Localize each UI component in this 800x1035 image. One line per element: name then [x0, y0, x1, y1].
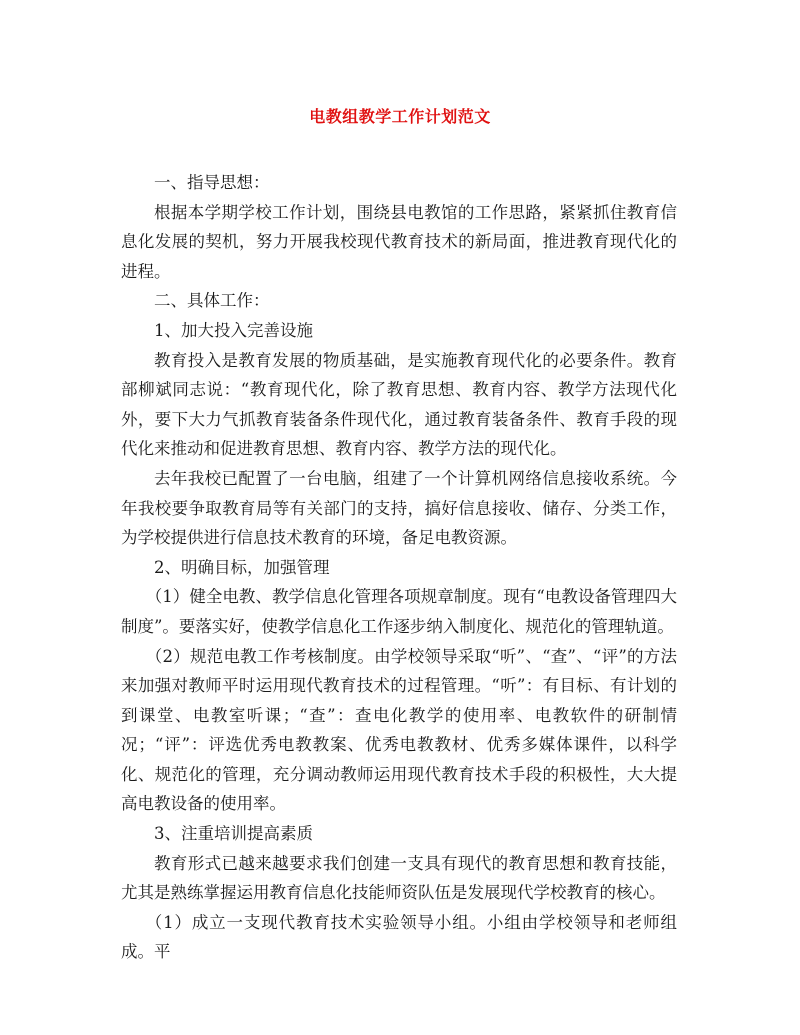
document-body — [121, 168, 677, 967]
subheading-goals: 2、明确目标，加强管理 — [154, 557, 330, 577]
list-item-paragraph: （1）成立一支现代教育技术实验领导小组。小组由学校领导和老师组成。平 — [121, 912, 677, 962]
list-item-paragraph: （2）规范电教工作考核制度。由学校领导采取“听”、“查”、“评”的方法来加强对教师平时运用现代教育技术的过程管理。“听”：有目标、有计划的到课堂、电教室听课；“查”：查电化教学的使用率、电教软件的研制情况；“评”：评选优秀电教教案、优秀电教教材、优秀多媒体课件，以科学化、规范化的管理，充分调动教师运用现代教育技术手段的积极性，大大提高电教设备的使用率。 — [121, 646, 677, 814]
subheading-investment: 1、加大投入完善设施 — [154, 320, 313, 340]
subheading-training: 3、注重培训提高素质 — [154, 824, 313, 844]
body-paragraph: 教育投入是教育发展的物质基础，是实施教育现代化的必要条件。教育部柳斌同志说：“教育现代化，除了教育思想、教育内容、教学方法现代化外，要下大力气抓教育装备条件现代化，通过教育装备条件、教育手段的现代化来推动和促进教育思想、教育内容、教学方法的现代化。 — [121, 350, 677, 459]
body-paragraph: 教育形式已越来越要求我们创建一支具有现代的教育思想和教育技能，尤其是熟练掌握运用教育信息化技能师资队伍是发展现代学校教育的核心。 — [121, 853, 677, 903]
body-paragraph: 根据本学期学校工作计划，围绕县电教馆的工作思路，紧紧抓住教育信息化发展的契机，努力开展我校现代教育技术的新局面，推进教育现代化的进程。 — [121, 202, 677, 281]
body-paragraph: 去年我校已配置了一台电脑，组建了一个计算机网络信息接收系统。今年我校要争取教育局等有关部门的支持，搞好信息接收、储存、分类工作，为学校提供进行信息技术教育的环境，备足电教资源。 — [121, 468, 677, 548]
heading-specific-work: 二、具体工作： — [154, 291, 270, 311]
document-title: 电教组教学工作计划范文 — [309, 107, 491, 126]
list-item-paragraph: （1）健全电教、教学信息化管理各项规章制度。现有“电教设备管理四大制度”。要落实好，使教学信息化工作逐步纳入制度化、规范化的管理轨道。 — [121, 587, 677, 636]
heading-guiding-ideology: 一、指导思想： — [154, 173, 270, 192]
